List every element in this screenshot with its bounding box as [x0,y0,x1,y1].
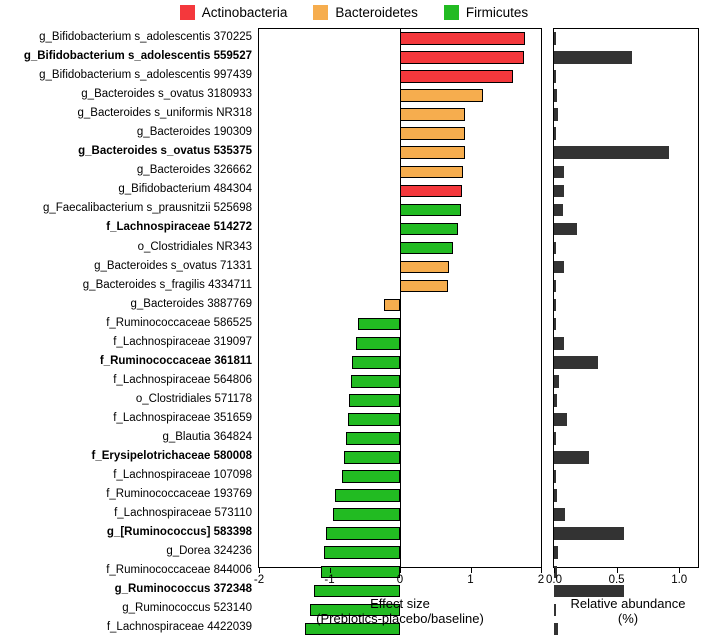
effect-size-bar [346,432,400,445]
taxon-label: g_Bacteroides s_uniformis NR318 [77,107,252,120]
relative-abundance-bar [554,470,556,483]
relative-abundance-bar [554,261,564,274]
tick-label: -1 [324,574,335,586]
taxon-label-column [0,28,258,638]
taxon-label: f_Ruminococcaceae 586525 [106,316,252,329]
effect-size-bar [356,337,400,350]
taxon-label: g_Ruminococcus 523140 [122,602,252,615]
relative-abundance-bars [554,29,698,567]
effect-size-bar [400,127,465,140]
taxon-label: f_Lachnospiraceae 4422039 [106,621,252,634]
effect-size-ticks [253,568,545,590]
tick-mark [400,568,401,573]
taxon-label: o_Clostridiales 571178 [135,392,252,405]
relative-abundance-row [554,296,698,315]
relative-abundance-row [554,124,698,143]
legend-label: Firmicutes [465,4,529,20]
tick-label: 2 [537,574,545,586]
tick-mark [330,568,331,573]
tick-label: -2 [253,574,265,586]
taxon-label: g_Bacteroides 3887769 [130,297,252,310]
tick-label: 0.0 [546,574,562,586]
taxon-label: f_Lachnospiraceae 107098 [113,469,252,482]
relative-abundance-row [554,410,698,429]
zero-axis-line [400,29,401,567]
legend-label: Actinobacteria [201,4,288,20]
relative-abundance-row [554,162,698,181]
relative-abundance-bar [554,432,556,445]
effect-size-bar [326,527,400,540]
relative-abundance-bar [554,508,565,521]
taxon-label: g_Bacteroides s_ovatus 3180933 [81,88,252,101]
legend-item [313,5,418,20]
taxon-label: g_Faecalibacterium s_prausnitzii 525698 [42,202,252,215]
relative-abundance-bar [554,204,563,217]
tick-label: 1 [467,574,474,586]
relative-abundance-bar [554,146,669,159]
taxon-label: g_Ruminococcus 372348 [114,583,252,596]
taxon-label: o_Clostridiales NR343 [137,240,252,253]
effect-size-caption-line1: Effect size [370,596,430,611]
effect-size-bar [400,185,462,198]
relative-abundance-axis-caption [553,596,703,626]
relative-abundance-bar [554,413,567,426]
tick-mark [541,568,542,573]
relative-abundance-row [554,486,698,505]
relative-abundance-bar [554,546,558,559]
taxon-label: g_Bacteroides 190309 [136,126,252,139]
relative-abundance-row [554,105,698,124]
taxon-label: f_Ruminococcaceae 361811 [99,354,252,367]
effect-size-bar [333,508,400,521]
relative-abundance-bar [554,451,589,464]
effect-size-bar [400,51,524,64]
effect-size-bar [348,413,400,426]
effect-size-axis-caption [258,596,542,626]
legend-swatch-icon [180,5,195,20]
relative-abundance-row [554,467,698,486]
taxon-label: g_Blautia 364824 [162,430,252,443]
effect-size-bar [400,32,525,45]
relative-abundance-bar [554,108,558,121]
taxon-label: g_Bacteroides s_ovatus 71331 [94,259,252,272]
effect-size-bar [400,166,463,179]
relative-abundance-bar [554,51,632,64]
relative-abundance-row [554,391,698,410]
taxon-label: g_Bifidobacterium s_adolescentis 997439 [39,69,252,82]
relative-abundance-row [554,258,698,277]
effect-size-bar [400,261,449,274]
relative-abundance-bar [554,489,557,502]
taxon-label: f_Lachnospiraceae 573110 [114,507,252,520]
relative-abundance-bar [554,89,557,102]
legend-item [444,5,528,20]
relative-abundance-row [554,334,698,353]
effect-size-bar [400,223,458,236]
effect-size-bar [384,299,400,312]
effect-size-bar [324,546,400,559]
effect-size-bar [352,356,400,369]
effect-size-bar [349,394,400,407]
legend-swatch-icon [444,5,459,20]
relative-abundance-row [554,277,698,296]
relative-abundance-row [554,524,698,543]
relative-abundance-row [554,86,698,105]
tick-label: 0 [396,574,404,586]
legend-swatch-icon [313,5,328,20]
relative-abundance-row [554,48,698,67]
relative-abundance-row [554,200,698,219]
relative-abundance-row [554,505,698,524]
relative-abundance-bar [554,242,556,255]
relative-abundance-plot [553,28,699,568]
relative-abundance-bar [554,318,556,331]
taxon-label: f_Lachnospiraceae 351659 [113,411,252,424]
effect-size-bar [400,204,461,217]
relative-abundance-row [554,239,698,258]
relative-abundance-bar [554,375,559,388]
relative-abundance-row [554,143,698,162]
tick-mark [259,568,260,573]
relative-abundance-row [554,29,698,48]
relative-abundance-row [554,219,698,238]
relative-abundance-row [554,315,698,334]
effect-size-bar [400,70,513,83]
effect-size-bar [400,89,483,102]
effect-size-bar [400,280,448,293]
relative-abundance-bar [554,299,556,312]
effect-size-bar [351,375,400,388]
taxon-label: g_Bifidobacterium 484304 [118,183,252,196]
taxon-label: g_Bifidobacterium s_adolescentis 559527 [23,50,252,63]
relative-abundance-bar [554,223,577,236]
legend-item [180,5,288,20]
relative-abundance-row [554,353,698,372]
effect-size-bar [344,451,400,464]
relative-abundance-bar [554,166,564,179]
effect-size-bar [358,318,400,331]
tick-label: 1.0 [671,574,688,586]
relative-abundance-caption-line2: (%) [617,611,639,626]
relative-abundance-bar [554,32,556,45]
effect-size-bar [400,242,453,255]
relative-abundance-bar [554,394,557,407]
effect-size-caption-line2: (Prebiotics-placebo/baseline) [316,611,484,626]
effect-size-bar [335,489,400,502]
effect-size-plot [258,28,542,568]
relative-abundance-bar [554,527,624,540]
taxon-label: g_Bacteroides s_fragilis 4334711 [82,278,252,291]
relative-abundance-bar [554,127,556,140]
relative-abundance-caption-line1: Relative abundance [570,596,686,611]
effect-size-bar [400,108,465,121]
relative-abundance-bar [554,185,564,198]
relative-abundance-row [554,67,698,86]
effect-size-bar [400,146,465,159]
tick-mark [679,568,680,573]
taxon-label: g_Dorea 324236 [166,545,252,558]
tick-label: 0.5 [608,574,625,586]
taxon-label: f_Lachnospiraceae 319097 [113,335,252,348]
taxon-label: f_Lachnospiraceae 564806 [113,373,252,386]
relative-abundance-bar [554,356,598,369]
relative-abundance-row [554,372,698,391]
tick-mark [554,568,555,573]
relative-abundance-row [554,181,698,200]
taxon-label: f_Ruminococcaceae 844006 [106,564,252,577]
taxon-label: f_Lachnospiraceae 514272 [106,221,252,234]
tick-mark [617,568,618,573]
effect-size-bar [342,470,400,483]
taxon-label: g_Bacteroides 326662 [136,164,252,177]
taxon-label: f_Erysipelotrichaceae 580008 [91,450,252,463]
relative-abundance-row [554,543,698,562]
relative-abundance-bar [554,280,556,293]
relative-abundance-row [554,429,698,448]
relative-abundance-ticks [546,568,699,590]
chart-legend [0,0,708,24]
relative-abundance-row [554,448,698,467]
legend-label: Bacteroidetes [335,4,418,20]
taxon-label: f_Ruminococcaceae 193769 [106,488,252,501]
taxon-label: g_Bacteroides s_ovatus 535375 [78,145,252,158]
taxon-label: g_Bifidobacterium s_adolescentis 370225 [39,31,252,43]
taxon-label: g_[Ruminococcus] 583398 [106,526,252,539]
relative-abundance-bar [554,337,564,350]
tick-mark [471,568,472,573]
relative-abundance-bar [554,70,556,83]
